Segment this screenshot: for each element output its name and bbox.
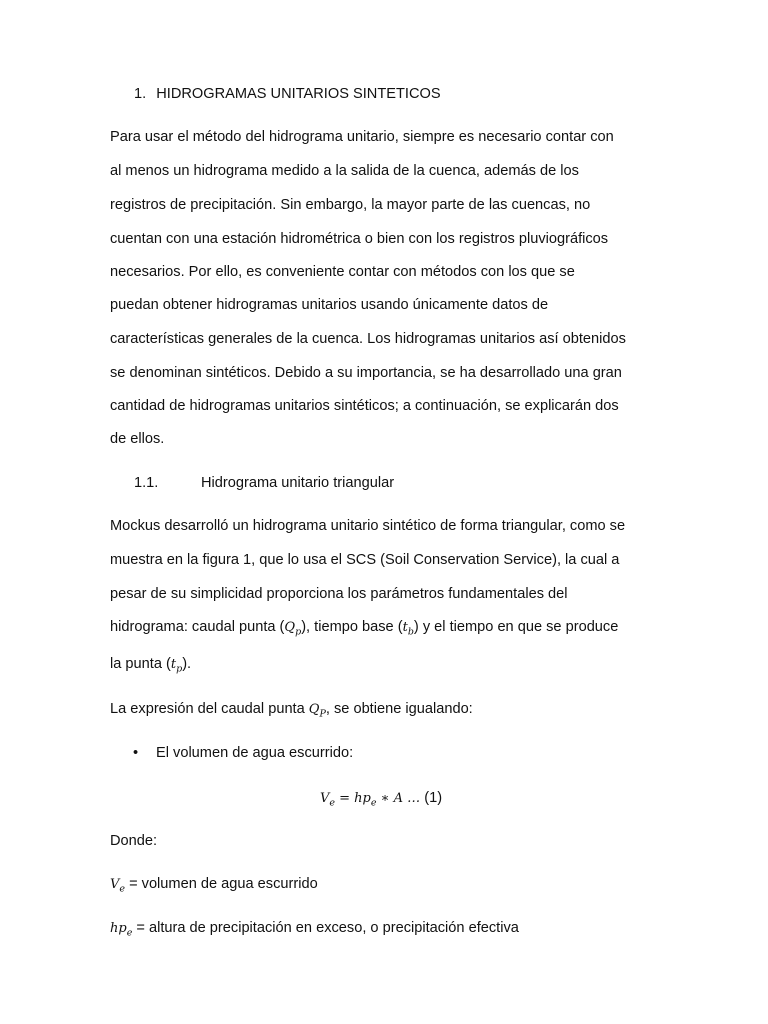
donde-label: Donde:: [110, 833, 158, 849]
bullet-item: [133, 745, 138, 761]
symbol-ve: $V_e$: [110, 877, 126, 895]
intro-line: Para usar el método del hidrograma unitario, siempre es necesario contar con: [110, 129, 614, 145]
equation-1: $V_e = hp_e$ ∗ A … (1): [320, 790, 443, 809]
bullet-text: El volumen de agua escurrido:: [156, 745, 354, 761]
symbol-qp: $Q_p$: [284, 620, 302, 638]
para2-line: Mockus desarrolló un hidrograma unitario sintético de forma triangular, como se: [110, 518, 626, 534]
intro-line: necesarios. Por ello, es conveniente contar con métodos con los que se: [110, 264, 575, 280]
intro-line: registros de precipitación. Sin embargo, la mayor parte de las cuencas, no: [110, 197, 591, 213]
heading-1-1-text: Hidrograma unitario triangular: [201, 475, 395, 491]
para2-line: pesar de su simplicidad proporciona los parámetros fundamentales del: [110, 586, 568, 602]
definition-hpe: $hp_e$ = altura de precipitación en exceso, o precipitación efectiva: [110, 920, 519, 939]
heading-1-text: HIDROGRAMAS UNITARIOS SINTETICOS: [156, 86, 441, 102]
peak-flow-paragraph: La expresión del caudal punta $Q_P$, se obtiene igualando:: [110, 701, 473, 720]
equation-number: (1): [424, 790, 443, 806]
para2-line: hidrograma: caudal punta $(Q_p)$, tiempo base $(t_b)$ y el tiempo en que se produce: [110, 619, 619, 638]
definition-ve: $V_e$ = volumen de agua escurrido: [110, 876, 318, 895]
bullet-symbol: •: [133, 745, 139, 761]
intro-line: características generales de la cuenca. Los hidrogramas unitarios así obtenidos: [110, 331, 626, 347]
heading-1-number: 1.: [134, 86, 147, 102]
intro-line: se denominan sintéticos. Debido a su importancia, se ha desarrollado una gran: [110, 365, 622, 381]
para2-line: la punta $(t_p)$.: [110, 656, 192, 675]
intro-line: cantidad de hidrogramas unitarios sintéticos; a continuación, se explicarán dos: [110, 398, 619, 414]
heading-1-1: [134, 475, 158, 491]
intro-line: al menos un hidrograma medido a la salida de la cuenca, además de los: [110, 163, 579, 179]
symbol-qp-upper: $Q_P$: [308, 702, 326, 720]
intro-line: de ellos.: [110, 431, 165, 447]
intro-line: puedan obtener hidrogramas unitarios usando únicamente datos de: [110, 297, 549, 313]
para2-line: muestra en la figura 1, que lo usa el SCS (Soil Conservation Service), la cual a: [110, 552, 620, 568]
symbol-tb: $t_b$: [402, 620, 414, 638]
intro-line: cuentan con una estación hidrométrica o bien con los registros pluviográficos: [110, 231, 609, 247]
symbol-tp: $t_p$: [170, 657, 183, 675]
heading-1-1-number: 1.1.: [134, 475, 159, 491]
heading-1: [134, 86, 441, 102]
symbol-hpe: $hp_e$: [110, 921, 133, 939]
